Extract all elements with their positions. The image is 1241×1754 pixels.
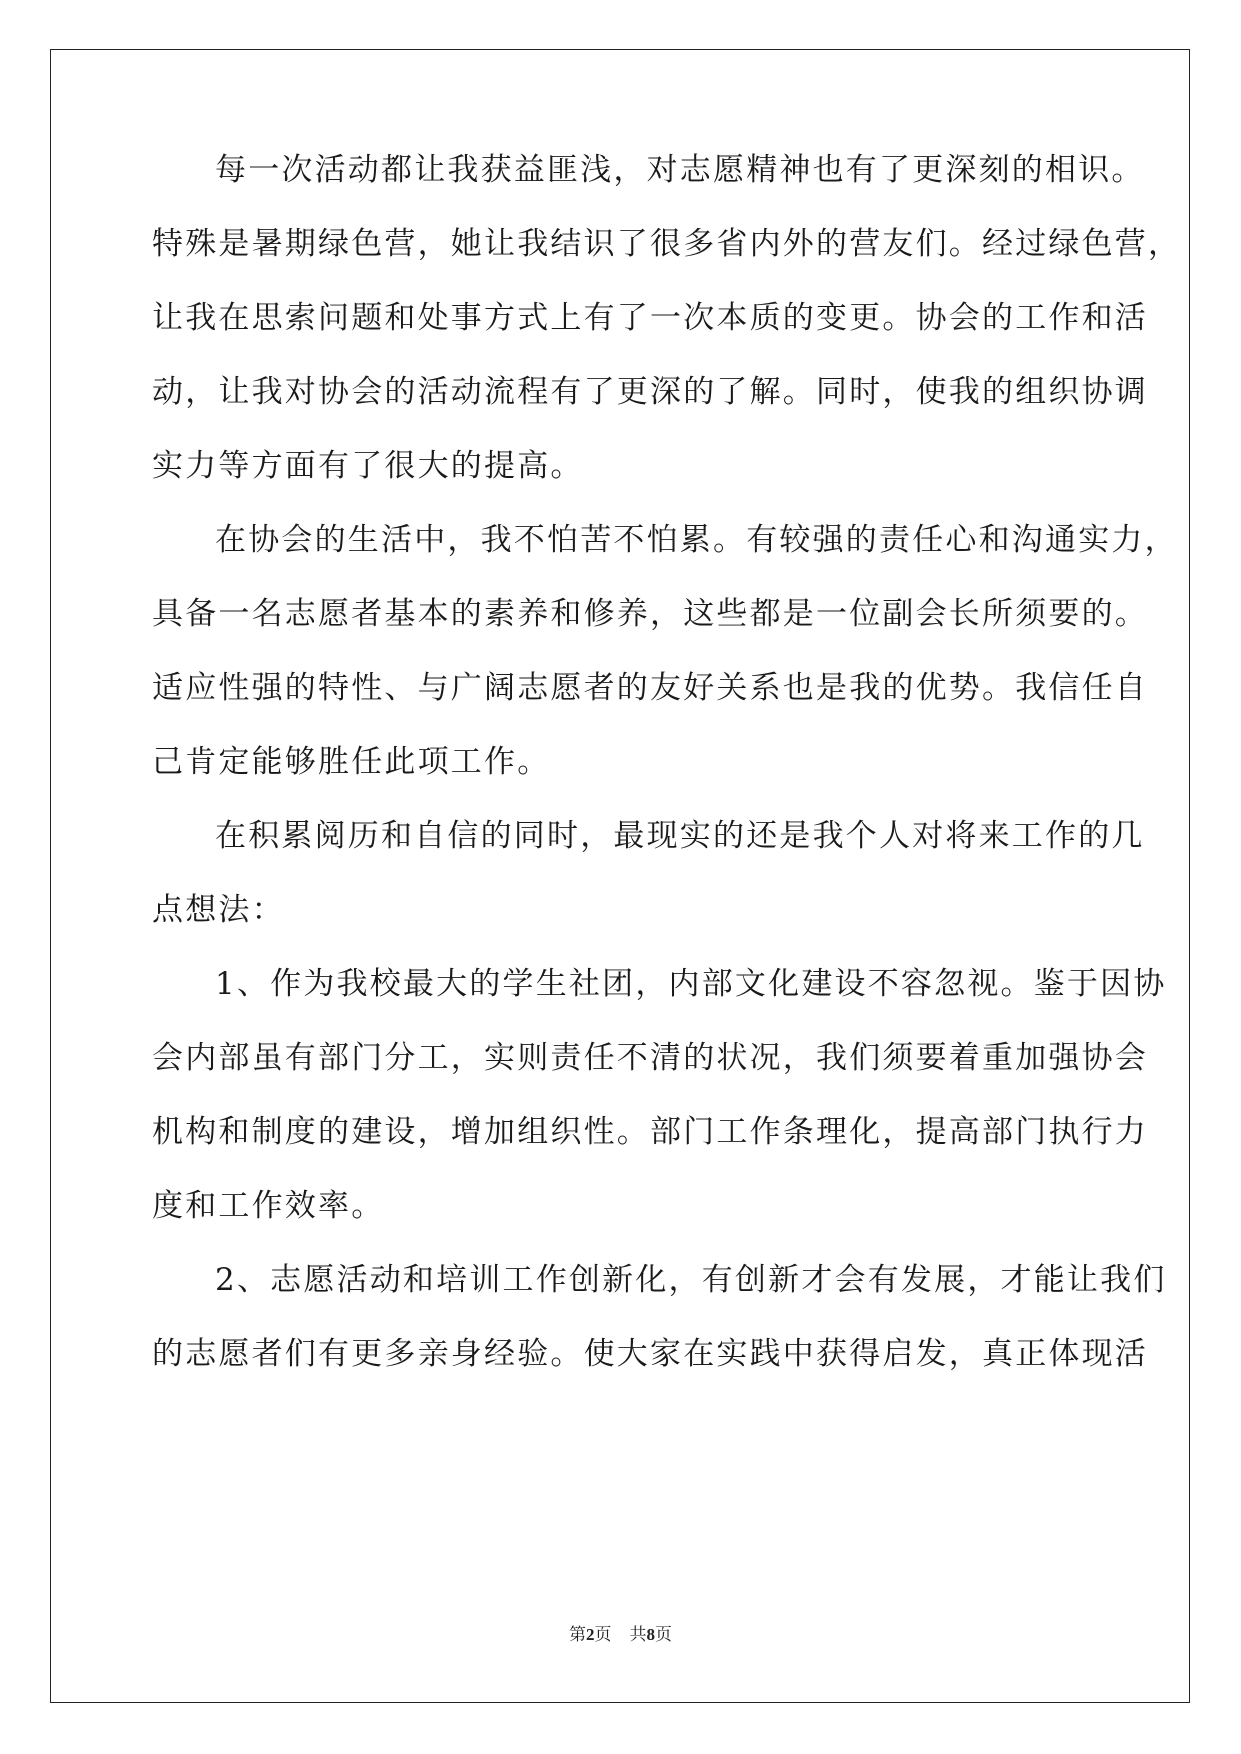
body-text-line: 的志愿者们有更多亲身经验。使大家在实践中获得启发，真正体现活 [152,1336,1148,1372]
body-text-line: 让我在思索问题和处事方式上有了一次本质的变更。协会的工作和活 [152,300,1148,336]
body-text-line: 特殊是暑期绿色营，她让我结识了很多省内外的营友们。经过绿色营， [152,226,1182,262]
body-text-line: 机构和制度的建设，增加组织性。部门工作条理化，提高部门执行力 [152,1114,1148,1150]
page-total: 共8页 [629,1625,672,1644]
body-text-line: 在协会的生活中，我不怕苦不怕累。有较强的责任心和沟通实力， [215,522,1178,558]
body-text-line: 1、作为我校最大的学生社团，内部文化建设不容忽视。鉴于因协 [215,966,1167,1002]
body-text-line: 己肯定能够胜任此项工作。 [152,744,551,780]
body-text-line: 实力等方面有了很大的提高。 [152,448,584,484]
body-text-line: 点想法： [152,892,285,928]
body-text-line: 在积累阅历和自信的同时，最现实的还是我个人对将来工作的几 [215,818,1145,854]
page-footer [0,1620,1241,1645]
page-number: 第2页 [569,1625,612,1644]
body-text-line: 会内部虽有部门分工，实则责任不清的状况，我们须要着重加强协会 [152,1040,1148,1076]
body-text-line: 具备一名志愿者基本的素养和修养，这些都是一位副会长所须要的。 [152,596,1148,632]
body-text-line: 动，让我对协会的活动流程有了更深的了解。同时，使我的组织协调 [152,374,1148,410]
body-text-line: 每一次活动都让我获益匪浅，对志愿精神也有了更深刻的相识。 [215,152,1145,188]
body-text-line: 度和工作效率。 [152,1188,385,1224]
body-text-line: 2、志愿活动和培训工作创新化，有创新才会有发展，才能让我们 [215,1262,1167,1298]
body-text-line: 适应性强的特性、与广阔志愿者的友好关系也是我的优势。我信任自 [152,670,1148,706]
